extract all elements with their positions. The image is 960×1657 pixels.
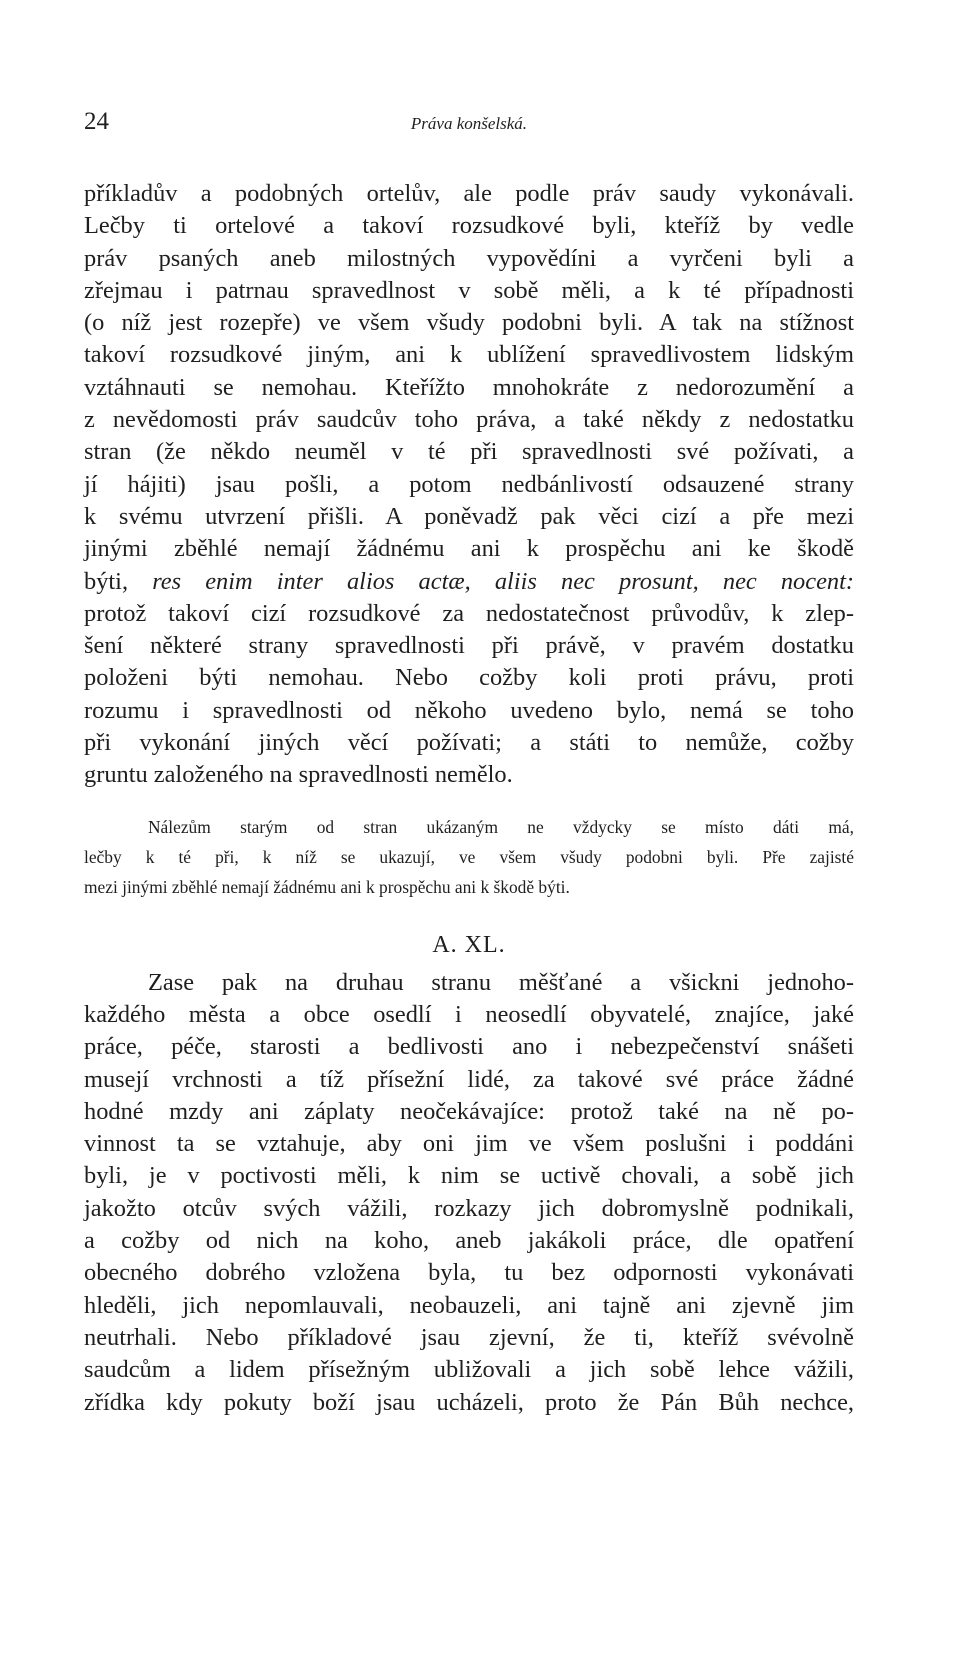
text-line: gruntu založeného na spravedlnosti nemělo.	[84, 761, 513, 789]
text-line: příkladův a podobných ortelův, ale podle práv saudy vykonávali.	[84, 180, 854, 207]
text-line: Lečby ti ortelové a takoví rozsudkové byli, kteříž by vedle	[84, 212, 854, 240]
text-line: každého města a obce osedlí i neosedlí obyvatelé, znajíce, jaké	[84, 1000, 854, 1028]
text-line: zřejmau i patrnau spravedlnost v sobě měli, a k té případnosti	[84, 276, 854, 304]
text-line-latin	[84, 566, 854, 598]
page-header	[84, 108, 854, 138]
marginal-summary-note	[84, 812, 854, 902]
text-line: práce, péče, starosti a bedlivosti ano i nebezpečenství snášeti	[84, 1033, 854, 1061]
text-line: vinnost ta se vztahuje, aby oni jim ve všem poslušni i poddáni	[84, 1130, 854, 1158]
text-line: Zase pak na druhau stranu měšťané a všickni jednoho-	[148, 968, 854, 996]
text-line: neutrhali. Nebo příkladové jsau zjevní, že ti, kteříž svévolně	[84, 1323, 854, 1351]
text-line: položeni býti nemohau. Nebo cožby koli proti právu, proti	[84, 664, 854, 692]
text-line: takoví rozsudkové jiným, ani k ublížení spravedlivostem lidským	[84, 341, 854, 369]
latin-prefix: býti,	[84, 567, 153, 595]
text-line: hodné mzdy ani záplaty neočekávajíce: protož také na ně po-	[84, 1097, 854, 1125]
text-line: zřídka kdy pokuty boží jsau ucházeli, proto že Pán Bůh nechce,	[84, 1388, 854, 1416]
running-title: Práva konšelská.	[410, 114, 528, 133]
book-page	[84, 108, 854, 1419]
text-line: a cožby od nich na koho, aneb jakákoli práce, dle opatření	[84, 1227, 854, 1255]
text-line: byli, je v poctivosti měli, k nim se uctivě chovali, a sobě jich	[84, 1162, 854, 1190]
text-line: obecného dobrého vzložena byla, tu bez odpornosti vykonávati	[84, 1259, 854, 1287]
text-line: musejí vrchnosti a tíž přísežní lidé, za takové své práce žádné	[84, 1065, 854, 1093]
text-line: rozumu i spravedlnosti od někoho uvedeno bylo, nemá se toho	[84, 696, 854, 724]
text-line: stran (že někdo neuměl v té při spravedlnosti své požívati, a	[84, 438, 854, 466]
page-number: 24	[84, 108, 109, 135]
latin-phrase: res enim inter alios actæ, aliis nec prosunt, nec nocent:	[152, 567, 854, 595]
text-line: práv psaných aneb milostných vypovědíni a vyrčeni byli a	[84, 244, 854, 272]
paragraph-2	[84, 967, 854, 1419]
text-line: při vykonání jiných věcí požívati; a státi to nemůže, cožby	[84, 729, 854, 757]
text-line: jakožto otcův svých vážili, rozkazy jich dobromyslně podnikali,	[84, 1194, 854, 1222]
note-line: mezi jinými zběhlé nemají žádnému ani k prospěchu ani k škodě býti.	[84, 876, 570, 897]
text-line: k svému utvrzení přišli. A poněvadž pak věci cizí a pře mezi	[84, 502, 854, 530]
text-line: hleděli, jich nepomlauvali, neobauzeli, ani tajně ani zjevně jim	[84, 1291, 854, 1319]
note-line: lečby k té při, k níž se ukazují, ve všem všudy podobni byli. Pře zajisté	[84, 846, 854, 867]
note-line: Nálezům starým od stran ukázaným ne vždycky se místo dáti má,	[148, 816, 854, 837]
paragraph-1	[84, 178, 854, 792]
text-line: protož takoví cizí rozsudkové za nedostatečnost průvodův, k zlep-	[84, 599, 854, 627]
text-line: jí hájiti) jsau pošli, a potom nedbánlivostí odsauzené strany	[84, 470, 854, 498]
section-heading: A. XL.	[432, 931, 506, 958]
text-line: saudcům a lidem přísežným ubližovali a jich sobě lehce vážili,	[84, 1356, 854, 1384]
text-line: šení některé strany spravedlnosti při právě, v pravém dostatku	[84, 632, 854, 660]
text-line: z nevědomosti práv saudcův toho práva, a také někdy z nedostatku	[84, 406, 854, 434]
text-line: jinými zběhlé nemají žádnému ani k prospěchu ani ke škodě	[84, 535, 854, 563]
text-line: (o níž jest rozepře) ve všem všudy podobni byli. A tak na stížnost	[84, 309, 854, 337]
text-line: vztáhnauti se nemohau. Kteřížto mnohokráte z nedorozumění a	[84, 373, 854, 401]
